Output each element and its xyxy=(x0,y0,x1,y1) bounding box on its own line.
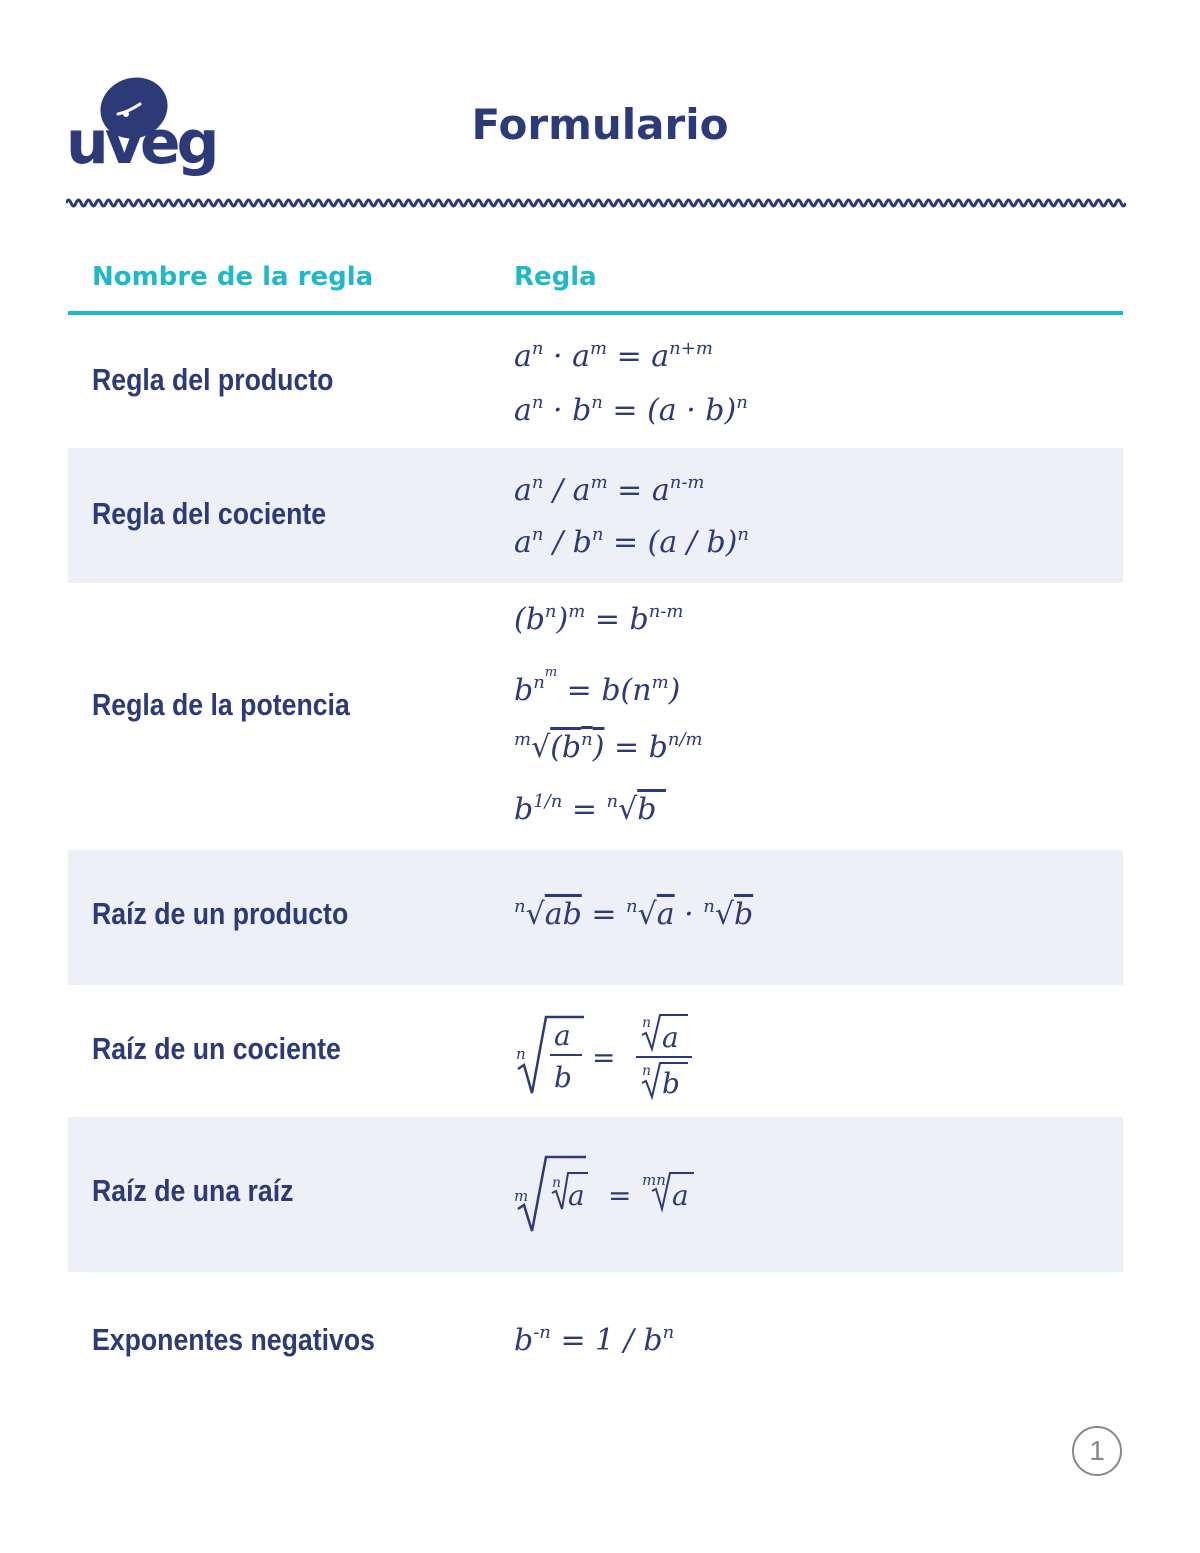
column-header-name: Nombre de la regla xyxy=(92,262,374,292)
rule-formula: $b^{n^m} = b(n^m)$ xyxy=(514,665,681,708)
svg-text:a: a xyxy=(554,1019,571,1052)
table-row xyxy=(68,316,1123,448)
rule-formula: $^m√(b^n) = b^{n/m}$ xyxy=(514,729,703,765)
page-title: Formulario xyxy=(471,100,729,149)
rule-name: Exponentes negativos xyxy=(92,1322,375,1357)
rule-formula xyxy=(512,1005,772,1101)
svg-text:=: = xyxy=(592,1041,616,1074)
svg-text:n: n xyxy=(516,1045,526,1063)
svg-text:m: m xyxy=(514,1187,529,1205)
rule-formula: $^n$√ab = $^n$√a · $^n$√b xyxy=(514,896,754,932)
svg-text:a: a xyxy=(672,1179,689,1212)
rule-formula: $(b^n)^m = b^{n-m}$ xyxy=(514,601,684,637)
rule-name: Regla del producto xyxy=(92,362,334,397)
table-row xyxy=(68,1117,1123,1272)
table-row xyxy=(68,1272,1123,1404)
svg-text:a: a xyxy=(568,1179,585,1212)
rule-name: Regla de la potencia xyxy=(92,687,350,722)
table-row xyxy=(68,985,1123,1117)
page-number: 1 xyxy=(1072,1426,1122,1476)
svg-text:a: a xyxy=(662,1021,679,1054)
rule-name: Regla del cociente xyxy=(92,496,327,531)
rule-name: Raíz de una raíz xyxy=(92,1173,294,1208)
table-row xyxy=(68,448,1123,583)
rule-formula: $a^n / b^n = (a / b)^n$ xyxy=(514,524,749,560)
svg-text:b: b xyxy=(554,1061,572,1094)
rule-formula: $b^{1/n} = ^n√b$ xyxy=(514,791,667,827)
rule-formula: $b^{-n} = 1 / b^n$ xyxy=(514,1322,675,1358)
rule-formula: $a^n \cdot a^m = a^{n+m}$ xyxy=(514,338,713,374)
table-row xyxy=(68,850,1123,985)
logo-text: uveg xyxy=(66,108,216,178)
rule-name: Raíz de un producto xyxy=(92,896,349,931)
svg-text:=: = xyxy=(608,1179,632,1212)
wavy-divider xyxy=(66,194,1126,212)
rule-formula: $a^n \cdot b^n = (a \cdot b)^n$ xyxy=(514,392,748,428)
table-row xyxy=(68,583,1123,850)
rule-formula xyxy=(512,1149,772,1239)
svg-text:n: n xyxy=(552,1175,562,1191)
svg-text:n: n xyxy=(642,1063,652,1079)
svg-text:b: b xyxy=(662,1067,680,1100)
rule-name: Raíz de un cociente xyxy=(92,1031,341,1066)
svg-text:n: n xyxy=(642,1015,652,1031)
column-header-rule: Regla xyxy=(514,262,597,292)
svg-text:mn: mn xyxy=(642,1171,666,1189)
header-divider xyxy=(68,311,1123,315)
rule-formula: $a^n / a^m = a^{n-m}$ xyxy=(514,472,705,508)
